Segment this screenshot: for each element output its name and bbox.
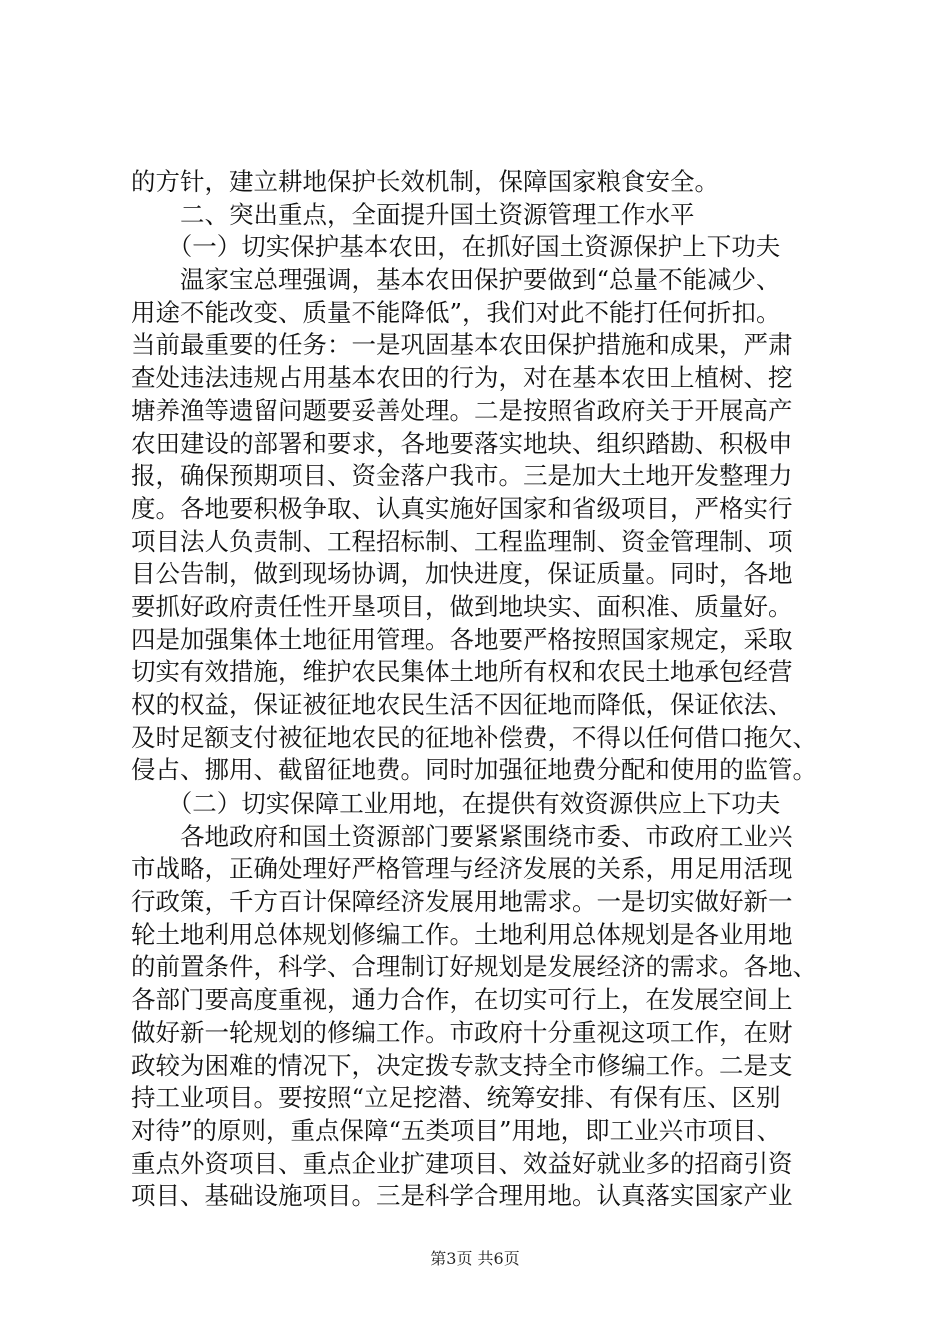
text-line: 项目、基础设施项目。三是科学合理用地。认真落实国家产业 bbox=[131, 1181, 793, 1211]
text-line: 的方针，建立耕地保护长效机制，保障国家粮食安全。 bbox=[131, 167, 719, 196]
text-line: 当前最重要的任务：一是巩固基本农田保护措施和成果，严肃 bbox=[131, 330, 793, 360]
text-line: 二、突出重点，全面提升国土资源管理工作水平 bbox=[131, 199, 695, 229]
text-line: 目公告制，做到现场协调，加快进度，保证质量。同时，各地 bbox=[131, 559, 793, 589]
text-line: 政较为困难的情况下，决定拨专款支持全市修编工作。二是支 bbox=[131, 1050, 793, 1080]
text-line: 项目法人负责制、工程招标制、工程监理制、资金管理制、项 bbox=[131, 526, 793, 556]
text-line: 报，确保预期项目、资金落户我市。三是加大土地开发整理力 bbox=[131, 461, 793, 491]
text-line: 切实有效措施，维护农民集体土地所有权和农民土地承包经营 bbox=[131, 657, 793, 687]
text-line: 及时足额支付被征地农民的征地补偿费，不得以任何借口拖欠、 bbox=[131, 722, 817, 752]
text-line: 度。各地要积极争取、认真实施好国家和省级项目，严格实行 bbox=[131, 493, 793, 523]
text-line: 的前置条件，科学、合理制订好规划是发展经济的需求。各地、 bbox=[131, 952, 817, 982]
text-line: 温家宝总理强调，基本农田保护要做到“总量不能减少、 bbox=[131, 265, 781, 295]
text-line: 用途不能改变、质量不能降低”，我们对此不能打任何折扣。 bbox=[131, 297, 781, 327]
text-line: 查处违法违规占用基本农田的行为，对在基本农田上植树、挖 bbox=[131, 363, 793, 393]
text-line: 市战略，正确处理好严格管理与经济发展的关系，用足用活现 bbox=[131, 854, 793, 884]
text-line: 塘养渔等遗留问题要妥善处理。二是按照省政府关于开展高产 bbox=[131, 395, 793, 425]
text-line: 要抓好政府责任性开垦项目，做到地块实、面积准、质量好。 bbox=[131, 591, 793, 621]
text-line: （二）切实保障工业用地，在提供有效资源供应上下功夫 bbox=[131, 789, 781, 818]
body-text-section-2 bbox=[131, 788, 851, 1213]
text-line: 农田建设的部署和要求，各地要落实地块、组织踏勘、积极申 bbox=[131, 428, 793, 458]
text-line: 对待”的原则，重点保障“五类项目”用地，即工业兴市项目、 bbox=[131, 1115, 782, 1145]
text-line: 轮土地利用总体规划修编工作。土地利用总体规划是各业用地 bbox=[131, 919, 793, 949]
text-line: 各部门要高度重视，通力合作，在切实可行上，在发展空间上 bbox=[131, 985, 793, 1015]
text-line: 权的权益，保证被征地农民生活不因征地而降低，保证依法、 bbox=[131, 690, 793, 719]
page-footer: 第3页 共6页 bbox=[430, 1249, 520, 1268]
text-line: 重点外资项目、重点企业扩建项目、效益好就业多的招商引资 bbox=[131, 1148, 793, 1178]
text-line: 行政策，千方百计保障经济发展用地需求。一是切实做好新一 bbox=[131, 887, 793, 917]
text-line: 侵占、挪用、截留征地费。同时加强征地费分配和使用的监管。 bbox=[131, 755, 817, 785]
text-line: （一）切实保护基本农田，在抓好国土资源保护上下功夫 bbox=[131, 232, 781, 262]
text-line: 各地政府和国土资源部门要紧紧围绕市委、市政府工业兴 bbox=[131, 821, 793, 851]
text-line: 四是加强集体土地征用管理。各地要严格按照国家规定，采取 bbox=[131, 624, 793, 654]
text-line: 做好新一轮规划的修编工作。市政府十分重视这项工作，在财 bbox=[131, 1017, 793, 1047]
body-text-section-1 bbox=[131, 166, 851, 787]
text-line: 持工业项目。要按照“立足挖潜、统筹安排、有保有压、区别 bbox=[131, 1083, 781, 1113]
